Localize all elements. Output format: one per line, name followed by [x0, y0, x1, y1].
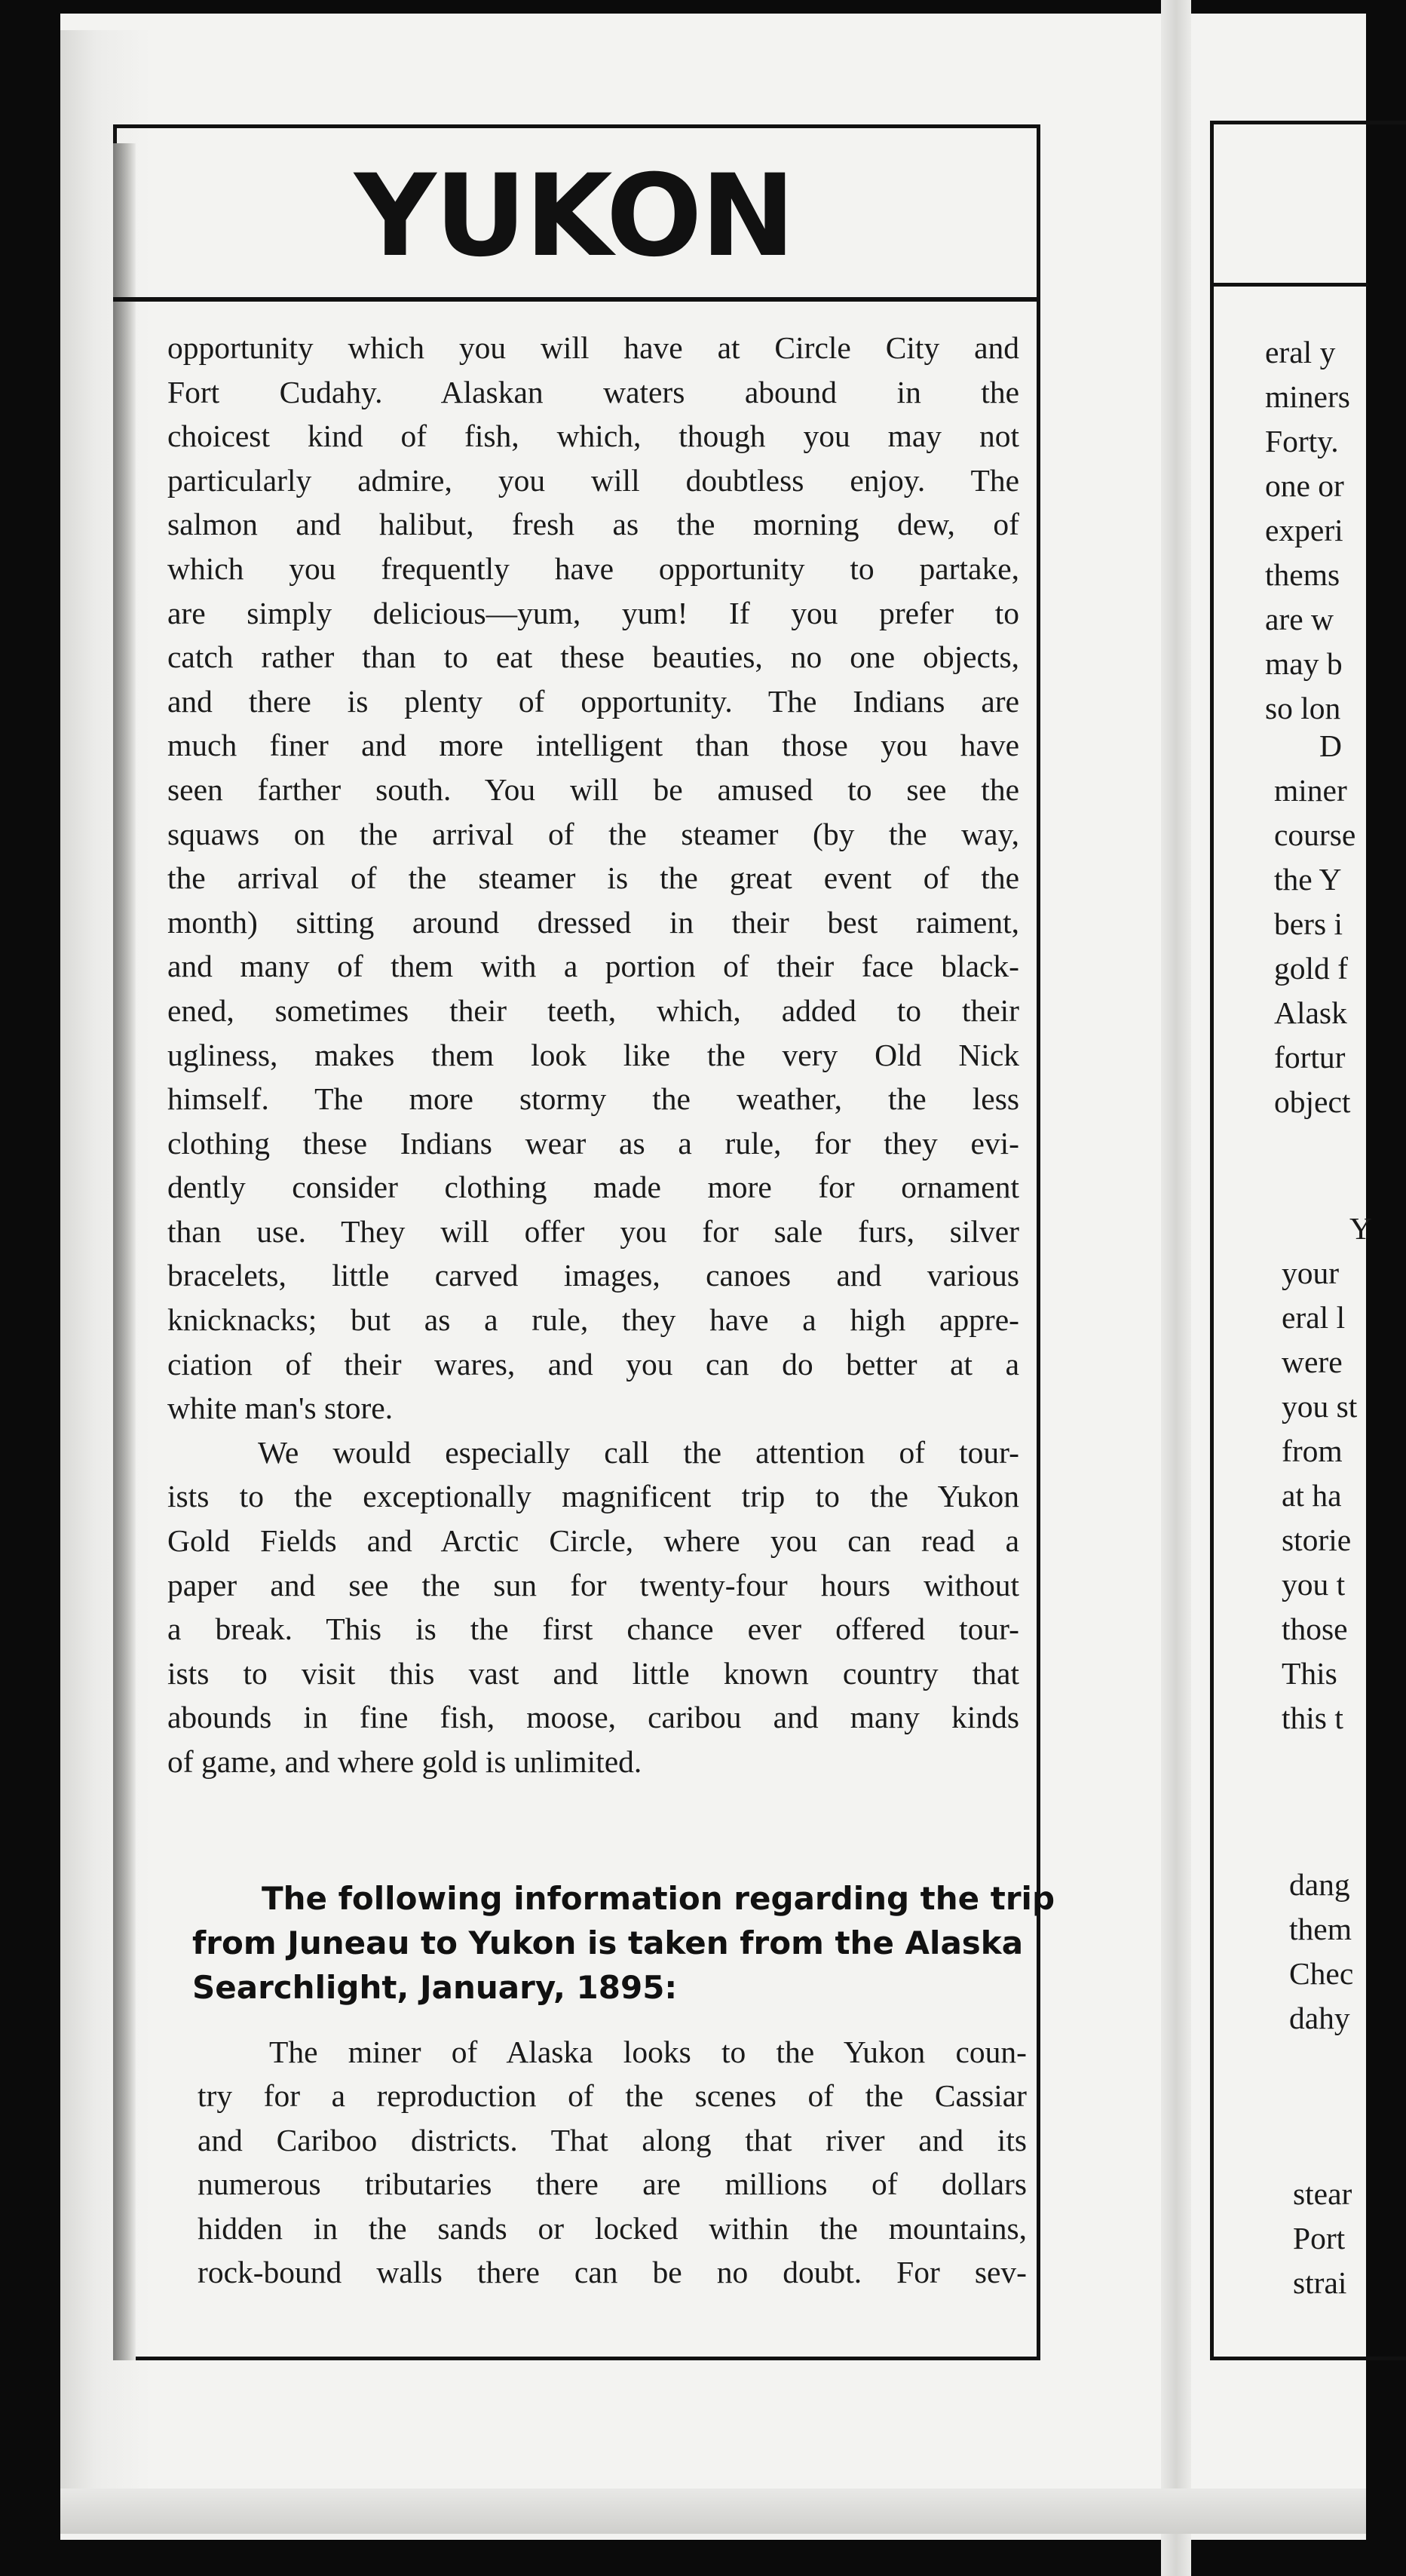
fragment-line: object	[1274, 1084, 1351, 1119]
text-line: bracelets, little carved images, canoes and various	[167, 1258, 1019, 1293]
fragment-line: strai	[1293, 2265, 1347, 2300]
fragment-line: miner	[1274, 773, 1347, 808]
text-line: month) sitting around dressed in their best raiment,	[167, 904, 1019, 940]
text-line: dently consider clothing made more for ornament	[167, 1170, 1019, 1205]
page-fold	[1161, 0, 1191, 2576]
fragment-line: were	[1282, 1345, 1343, 1379]
text-line: The miner of Alaska looks to the Yukon coun-	[269, 2035, 1027, 2069]
text-line: paper and see the sun for twenty-four hours without	[167, 1567, 1019, 1602]
text-line: the arrival of the steamer is the great event of the	[167, 860, 1019, 896]
text-line: knicknacks; but as a rule, they have a high appre-	[167, 1302, 1019, 1338]
fragment-line: eral l	[1282, 1300, 1346, 1335]
right-fragment-c	[1282, 1207, 1372, 1740]
fragment-line: you st	[1282, 1389, 1358, 1424]
fragment-line: This	[1282, 1656, 1337, 1691]
subhead-line: The following information regarding the trip	[262, 1880, 1055, 1917]
text-line: squaws on the arrival of the steamer (by the way,	[167, 816, 1019, 851]
text-line: choicest kind of fish, which, though you may not	[167, 419, 1019, 454]
text-line: and Cariboo districts. That along that river and its	[198, 2122, 1027, 2157]
fragment-line: miners	[1265, 379, 1350, 414]
text-line: a break. This is the first chance ever offered tour-	[167, 1612, 1019, 1647]
text-line: than use. They will offer you for sale furs, silver	[167, 1213, 1019, 1249]
fragment-line: so lon	[1265, 691, 1341, 725]
fragment-line: Chec	[1289, 1956, 1354, 1991]
right-fragment-a	[1265, 330, 1350, 731]
fragment-line: course	[1274, 817, 1356, 852]
text-line: numerous tributaries there are millions of dollars	[198, 2167, 1027, 2202]
fragment-line: you t	[1282, 1567, 1346, 1602]
text-line: Gold Fields and Arctic Circle, where you can read a	[167, 1523, 1019, 1559]
fragment-line: stear	[1293, 2176, 1352, 2211]
right-fragment-d	[1289, 1863, 1353, 2041]
text-line: Fort Cudahy. Alaskan waters abound in the	[167, 374, 1019, 409]
right-header-rule	[1210, 283, 1368, 287]
text-line: and many of them with a portion of their face black-	[167, 949, 1019, 984]
text-line: We would especially call the attention of tour-	[258, 1434, 1019, 1470]
text-line: seen farther south. You will be amused to see the	[167, 771, 1019, 807]
right-fragment-e	[1293, 2172, 1352, 2305]
fragment-line: Y	[1349, 1211, 1372, 1246]
page-bottom-edge	[60, 2489, 1366, 2534]
text-line: hidden in the sands or locked within the mountains,	[198, 2210, 1027, 2246]
fragment-line: thems	[1265, 557, 1340, 592]
text-line: catch rather than to eat these beauties, no one objects,	[167, 639, 1019, 675]
fragment-line: dang	[1289, 1867, 1350, 1902]
fragment-line: at ha	[1282, 1478, 1342, 1513]
fragment-line: the Y	[1274, 862, 1342, 897]
right-fragment-b	[1274, 724, 1355, 1124]
text-line: abounds in fine fish, moose, caribou and many kinds	[167, 1700, 1019, 1735]
fragment-line: from	[1282, 1434, 1343, 1468]
body-paragraph-2	[198, 2030, 1027, 2294]
subhead-line: from Juneau to Yukon is taken from the Alaska	[192, 1924, 1024, 1961]
fragment-line: fortur	[1274, 1040, 1346, 1075]
fragment-line: bers i	[1274, 906, 1343, 941]
binding-shadow	[113, 143, 136, 2360]
text-line: are simply delicious—yum, yum! If you prefer to	[167, 595, 1019, 630]
text-line: which you frequently have opportunity to partake,	[167, 550, 1019, 586]
fragment-line: eral y	[1265, 335, 1336, 370]
section-subheading	[192, 1876, 1055, 2010]
text-line: white man's store.	[167, 1391, 394, 1426]
text-line: clothing these Indians wear as a rule, for they evi-	[167, 1125, 1019, 1161]
body-paragraph-1	[167, 326, 1019, 1784]
fragment-line: storie	[1282, 1523, 1352, 1557]
fragment-line: Alask	[1274, 995, 1347, 1030]
subhead-line: Searchlight, January, 1895:	[192, 1969, 678, 2006]
fragment-line: are w	[1265, 602, 1334, 636]
text-line: salmon and halibut, fresh as the morning dew, of	[167, 507, 1019, 542]
text-line: of game, and where gold is unlimited.	[167, 1744, 642, 1779]
fragment-line: your	[1282, 1256, 1340, 1290]
text-line: ened, sometimes their teeth, which, added to their	[167, 992, 1019, 1028]
text-line: particularly admire, you will doubtless enjoy. The	[167, 462, 1019, 498]
fragment-line: those	[1282, 1612, 1348, 1646]
page-title: YUKON	[354, 151, 794, 282]
text-line: try for a reproduction of the scenes of the Cassiar	[198, 2078, 1027, 2114]
text-line: rock-bound walls there can be no doubt. For sev-	[198, 2254, 1027, 2289]
text-line: ists to the exceptionally magnificent trip to the Yukon	[167, 1479, 1019, 1514]
fragment-line: Forty.	[1265, 424, 1339, 458]
fragment-line: Port	[1293, 2221, 1346, 2256]
text-line: ugliness, makes them look like the very Old Nick	[167, 1037, 1019, 1072]
text-line: and there is plenty of opportunity. The Indians are	[167, 683, 1019, 719]
text-line: himself. The more stormy the weather, the less	[167, 1081, 1019, 1117]
text-line: much finer and more intelligent than those you have	[167, 728, 1019, 763]
fragment-line: this t	[1282, 1700, 1343, 1735]
text-line: ciation of their wares, and you can do better at a	[167, 1346, 1019, 1382]
fragment-line: experi	[1265, 513, 1343, 547]
text-line: opportunity which you will have at Circle City and	[167, 330, 1019, 365]
text-line: ists to visit this vast and little known country that	[167, 1655, 1019, 1691]
fragment-line: one or	[1265, 468, 1344, 503]
fragment-line: may b	[1265, 646, 1343, 681]
fragment-line: gold f	[1274, 951, 1348, 986]
fragment-line: dahy	[1289, 2001, 1350, 2035]
fragment-line: them	[1289, 1912, 1352, 1946]
fragment-line: D	[1319, 728, 1342, 763]
